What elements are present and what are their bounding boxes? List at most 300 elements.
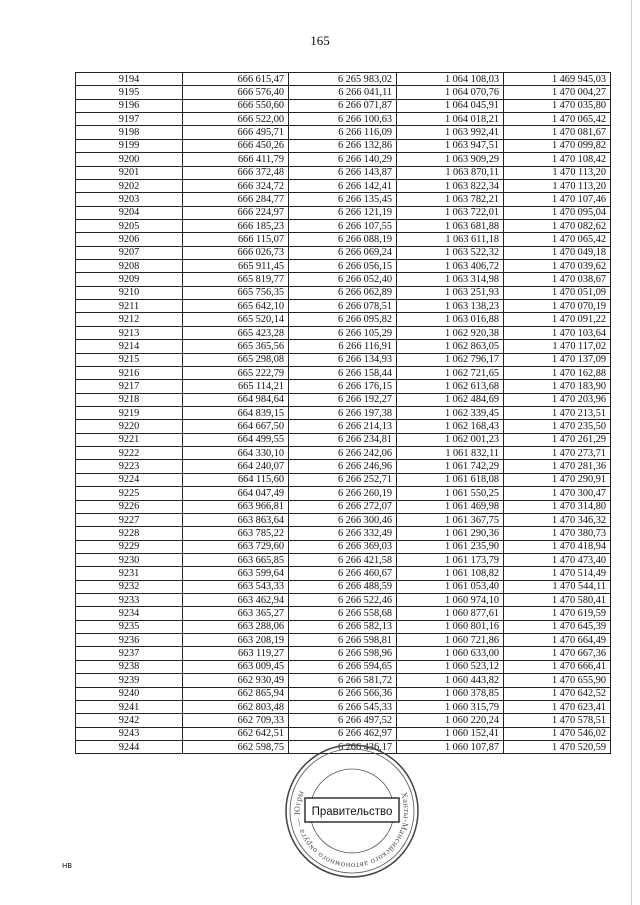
point-number-cell: 9228 — [76, 527, 183, 540]
coordinate-cell: 1 063 314,98 — [397, 273, 504, 286]
point-number-cell: 9210 — [76, 286, 183, 299]
table-row — [76, 380, 611, 393]
coordinate-cell: 6 266 132,86 — [289, 139, 397, 152]
coordinate-cell: 1 470 162,88 — [504, 366, 611, 379]
table-row — [76, 620, 611, 633]
coordinate-cell: 1 063 870,11 — [397, 166, 504, 179]
coordinate-cell: 1 470 213,51 — [504, 406, 611, 419]
coordinate-cell: 1 470 290,91 — [504, 473, 611, 486]
coordinate-cell: 665 819,77 — [183, 273, 289, 286]
table-row — [76, 473, 611, 486]
stamp-seal-icon — [283, 742, 421, 880]
coordinate-cell: 665 642,10 — [183, 300, 289, 313]
point-number-cell: 9238 — [76, 660, 183, 673]
table-row — [76, 219, 611, 232]
point-number-cell: 9224 — [76, 473, 183, 486]
coordinate-cell: 6 266 252,71 — [289, 473, 397, 486]
coordinate-cell: 6 266 121,19 — [289, 206, 397, 219]
point-number-cell: 9198 — [76, 126, 183, 139]
coordinate-cell: 1 470 113,20 — [504, 166, 611, 179]
coordinate-cell: 664 330,10 — [183, 447, 289, 460]
coordinate-cell: 1 470 281,36 — [504, 460, 611, 473]
coordinate-cell: 1 470 418,94 — [504, 540, 611, 553]
point-number-cell: 9196 — [76, 99, 183, 112]
table-row — [76, 607, 611, 620]
coordinate-cell: 663 543,33 — [183, 580, 289, 593]
page-number: 165 — [310, 33, 330, 48]
coordinate-cell: 1 062 721,65 — [397, 366, 504, 379]
coordinate-cell: 666 495,71 — [183, 126, 289, 139]
point-number-cell: 9223 — [76, 460, 183, 473]
table-row — [76, 433, 611, 446]
coordinate-cell: 1 063 782,21 — [397, 193, 504, 206]
coordinate-cell: 6 266 558,68 — [289, 607, 397, 620]
coordinate-cell: 1 061 550,25 — [397, 487, 504, 500]
coordinate-cell: 663 863,64 — [183, 513, 289, 526]
point-number-cell: 9213 — [76, 326, 183, 339]
point-number-cell: 9215 — [76, 353, 183, 366]
coordinate-cell: 6 266 197,38 — [289, 406, 397, 419]
table-row — [76, 487, 611, 500]
table-row — [76, 326, 611, 339]
point-number-cell: 9195 — [76, 86, 183, 99]
coordinate-cell: 1 470 107,46 — [504, 193, 611, 206]
coordinate-cell: 1 063 611,18 — [397, 233, 504, 246]
point-number-cell: 9211 — [76, 300, 183, 313]
coordinate-cell: 6 266 056,15 — [289, 260, 397, 273]
point-number-cell: 9226 — [76, 500, 183, 513]
coordinate-cell: 1 064 108,03 — [397, 73, 504, 86]
point-number-cell: 9206 — [76, 233, 183, 246]
coordinate-cell: 664 047,49 — [183, 487, 289, 500]
table-row — [76, 580, 611, 593]
point-number-cell: 9221 — [76, 433, 183, 446]
coordinate-cell: 1 470 578,51 — [504, 714, 611, 727]
table-row — [76, 660, 611, 673]
coordinate-cell: 1 470 203,96 — [504, 393, 611, 406]
coordinates-table-body — [76, 73, 611, 754]
coordinate-cell: 1 470 546,02 — [504, 727, 611, 740]
coordinate-cell: 1 060 801,16 — [397, 620, 504, 633]
point-number-cell: 9227 — [76, 513, 183, 526]
table-row — [76, 674, 611, 687]
coordinate-cell: 665 365,56 — [183, 340, 289, 353]
table-row — [76, 300, 611, 313]
table-row — [76, 73, 611, 86]
coordinate-cell: 1 060 152,41 — [397, 727, 504, 740]
coordinate-cell: 1 470 300,47 — [504, 487, 611, 500]
coordinate-cell: 1 063 822,34 — [397, 179, 504, 192]
coordinate-cell: 6 266 107,55 — [289, 219, 397, 232]
point-number-cell: 9241 — [76, 700, 183, 713]
footer-mark: НВ — [62, 862, 73, 870]
coordinate-cell: 6 266 462,97 — [289, 727, 397, 740]
coordinate-cell: 1 470 623,41 — [504, 700, 611, 713]
coordinate-cell: 6 266 095,82 — [289, 313, 397, 326]
coordinate-cell: 1 470 038,67 — [504, 273, 611, 286]
coordinate-cell: 6 266 581,72 — [289, 674, 397, 687]
table-row — [76, 139, 611, 152]
coordinate-cell: 663 365,27 — [183, 607, 289, 620]
point-number-cell: 9200 — [76, 153, 183, 166]
coordinate-cell: 6 266 545,33 — [289, 700, 397, 713]
table-row — [76, 273, 611, 286]
point-number-cell: 9232 — [76, 580, 183, 593]
coordinate-cell: 6 266 071,87 — [289, 99, 397, 112]
table-row — [76, 193, 611, 206]
coordinate-cell: 666 522,00 — [183, 113, 289, 126]
coordinate-cell: 6 266 488,59 — [289, 580, 397, 593]
coordinate-cell: 6 266 078,51 — [289, 300, 397, 313]
coordinate-cell: 662 598,75 — [183, 740, 289, 753]
coordinate-cell: 1 470 091,22 — [504, 313, 611, 326]
coordinate-cell: 6 266 369,03 — [289, 540, 397, 553]
coordinates-table — [75, 72, 611, 754]
point-number-cell: 9207 — [76, 246, 183, 259]
coordinate-cell: 663 009,45 — [183, 660, 289, 673]
point-number-cell: 9236 — [76, 634, 183, 647]
coordinate-cell: 1 063 909,29 — [397, 153, 504, 166]
coordinate-cell: 6 266 088,19 — [289, 233, 397, 246]
coordinate-cell: 664 240,07 — [183, 460, 289, 473]
point-number-cell: 9209 — [76, 273, 183, 286]
coordinate-cell: 1 470 520,59 — [504, 740, 611, 753]
point-number-cell: 9220 — [76, 420, 183, 433]
table-row — [76, 366, 611, 379]
table-row — [76, 647, 611, 660]
coordinate-cell: 6 266 143,87 — [289, 166, 397, 179]
point-number-cell: 9194 — [76, 73, 183, 86]
coordinate-cell: 1 061 290,36 — [397, 527, 504, 540]
table-row — [76, 393, 611, 406]
coordinate-cell: 1 470 655,90 — [504, 674, 611, 687]
point-number-cell: 9212 — [76, 313, 183, 326]
table-row — [76, 527, 611, 540]
coordinate-cell: 1 060 220,24 — [397, 714, 504, 727]
coordinate-cell: 1 060 315,79 — [397, 700, 504, 713]
coordinate-cell: 6 266 116,09 — [289, 126, 397, 139]
point-number-cell: 9222 — [76, 447, 183, 460]
coordinate-cell: 6 266 134,93 — [289, 353, 397, 366]
table-row — [76, 714, 611, 727]
coordinate-cell: 1 063 522,32 — [397, 246, 504, 259]
coordinate-cell: 1 064 018,21 — [397, 113, 504, 126]
coordinate-cell: 6 266 158,44 — [289, 366, 397, 379]
table-row — [76, 353, 611, 366]
coordinate-cell: 1 470 235,50 — [504, 420, 611, 433]
table-row — [76, 513, 611, 526]
coordinate-cell: 663 208,19 — [183, 634, 289, 647]
point-number-cell: 9237 — [76, 647, 183, 660]
coordinate-cell: 6 266 105,29 — [289, 326, 397, 339]
table-row — [76, 113, 611, 126]
point-number-cell: 9219 — [76, 406, 183, 419]
coordinate-cell: 6 266 582,13 — [289, 620, 397, 633]
coordinate-cell: 666 411,79 — [183, 153, 289, 166]
point-number-cell: 9244 — [76, 740, 183, 753]
coordinate-cell: 1 060 378,85 — [397, 687, 504, 700]
coordinate-cell: 6 266 566,36 — [289, 687, 397, 700]
table-row — [76, 99, 611, 112]
coordinate-cell: 1 060 523,12 — [397, 660, 504, 673]
coordinate-cell: 666 115,07 — [183, 233, 289, 246]
table-row — [76, 700, 611, 713]
table-row — [76, 206, 611, 219]
coordinate-cell: 666 550,60 — [183, 99, 289, 112]
coordinate-cell: 1 060 107,87 — [397, 740, 504, 753]
coordinate-cell: 6 266 242,06 — [289, 447, 397, 460]
coordinate-cell: 1 061 173,79 — [397, 553, 504, 566]
coordinate-cell: 1 470 666,41 — [504, 660, 611, 673]
coordinate-cell: 6 266 176,15 — [289, 380, 397, 393]
coordinate-cell: 1 062 168,43 — [397, 420, 504, 433]
coordinate-cell: 1 061 469,98 — [397, 500, 504, 513]
coordinate-cell: 1 062 920,38 — [397, 326, 504, 339]
point-number-cell: 9242 — [76, 714, 183, 727]
coordinate-cell: 1 470 514,49 — [504, 567, 611, 580]
coordinate-cell: 6 266 234,81 — [289, 433, 397, 446]
point-number-cell: 9208 — [76, 260, 183, 273]
table-row — [76, 420, 611, 433]
coordinate-cell: 1 061 108,82 — [397, 567, 504, 580]
coordinate-cell: 1 064 045,91 — [397, 99, 504, 112]
point-number-cell: 9240 — [76, 687, 183, 700]
coordinate-cell: 6 266 272,07 — [289, 500, 397, 513]
point-number-cell: 9233 — [76, 594, 183, 607]
coordinate-cell: 665 423,28 — [183, 326, 289, 339]
table-row — [76, 260, 611, 273]
coordinate-cell: 1 470 137,09 — [504, 353, 611, 366]
coordinate-cell: 6 266 142,41 — [289, 179, 397, 192]
coordinate-cell: 664 499,55 — [183, 433, 289, 446]
coordinate-cell: 1 063 722,01 — [397, 206, 504, 219]
table-row — [76, 153, 611, 166]
coordinate-cell: 6 266 116,91 — [289, 340, 397, 353]
table-row — [76, 86, 611, 99]
point-number-cell: 9205 — [76, 219, 183, 232]
coordinate-cell: 1 470 039,62 — [504, 260, 611, 273]
table-row — [76, 567, 611, 580]
coordinate-cell: 6 266 522,46 — [289, 594, 397, 607]
coordinate-cell: 663 599,64 — [183, 567, 289, 580]
coordinate-cell: 1 470 070,19 — [504, 300, 611, 313]
coordinate-cell: 1 470 004,27 — [504, 86, 611, 99]
coordinate-cell: 1 470 065,42 — [504, 233, 611, 246]
point-number-cell: 9217 — [76, 380, 183, 393]
point-number-cell: 9230 — [76, 553, 183, 566]
coordinate-cell: 1 470 314,80 — [504, 500, 611, 513]
coordinate-cell: 1 470 273,71 — [504, 447, 611, 460]
point-number-cell: 9203 — [76, 193, 183, 206]
coordinate-cell: 1 470 103,64 — [504, 326, 611, 339]
table-row — [76, 233, 611, 246]
point-number-cell: 9235 — [76, 620, 183, 633]
coordinate-cell: 1 470 183,90 — [504, 380, 611, 393]
coordinate-cell: 6 266 214,13 — [289, 420, 397, 433]
coordinate-cell: 1 060 974,10 — [397, 594, 504, 607]
coordinate-cell: 1 470 667,36 — [504, 647, 611, 660]
table-row — [76, 727, 611, 740]
coordinate-cell: 1 470 051,09 — [504, 286, 611, 299]
coordinate-cell: 1 470 346,32 — [504, 513, 611, 526]
coordinate-cell: 1 061 367,75 — [397, 513, 504, 526]
coordinate-cell: 1 061 618,08 — [397, 473, 504, 486]
coordinate-cell: 666 372,48 — [183, 166, 289, 179]
coordinate-cell: 662 709,33 — [183, 714, 289, 727]
coordinate-cell: 6 266 460,67 — [289, 567, 397, 580]
point-number-cell: 9199 — [76, 139, 183, 152]
coordinate-cell: 665 222,79 — [183, 366, 289, 379]
coordinate-cell: 1 470 580,41 — [504, 594, 611, 607]
coordinate-cell: 6 266 100,63 — [289, 113, 397, 126]
table-row — [76, 447, 611, 460]
coordinate-cell: 1 063 992,41 — [397, 126, 504, 139]
coordinate-cell: 666 576,40 — [183, 86, 289, 99]
coordinate-cell: 666 185,23 — [183, 219, 289, 232]
coordinate-cell: 1 470 113,20 — [504, 179, 611, 192]
table-row — [76, 340, 611, 353]
coordinate-cell: 663 785,22 — [183, 527, 289, 540]
point-number-cell: 9202 — [76, 179, 183, 192]
official-stamp — [283, 742, 421, 880]
coordinate-cell: 1 062 863,05 — [397, 340, 504, 353]
table-row — [76, 500, 611, 513]
coordinate-cell: 1 470 664,49 — [504, 634, 611, 647]
point-number-cell: 9216 — [76, 366, 183, 379]
coordinate-cell: 665 756,35 — [183, 286, 289, 299]
point-number-cell: 9229 — [76, 540, 183, 553]
coordinate-cell: 1 062 001,23 — [397, 433, 504, 446]
coordinate-cell: 1 064 070,76 — [397, 86, 504, 99]
point-number-cell: 9214 — [76, 340, 183, 353]
coordinate-cell: 1 470 081,67 — [504, 126, 611, 139]
coordinate-cell: 6 265 983,02 — [289, 73, 397, 86]
coordinate-cell: 1 060 443,82 — [397, 674, 504, 687]
table-row — [76, 553, 611, 566]
coordinate-cell: 1 061 742,29 — [397, 460, 504, 473]
coordinate-cell: 1 063 681,88 — [397, 219, 504, 232]
point-number-cell: 9239 — [76, 674, 183, 687]
point-number-cell: 9204 — [76, 206, 183, 219]
table-row — [76, 166, 611, 179]
coordinate-cell: 663 966,81 — [183, 500, 289, 513]
coordinate-cell: 6 266 246,96 — [289, 460, 397, 473]
table-row — [76, 460, 611, 473]
coordinate-cell: 1 470 095,04 — [504, 206, 611, 219]
point-number-cell: 9243 — [76, 727, 183, 740]
coordinate-cell: 1 469 945,03 — [504, 73, 611, 86]
coordinate-cell: 1 470 261,29 — [504, 433, 611, 446]
coordinate-cell: 6 266 598,96 — [289, 647, 397, 660]
coordinate-cell: 665 520,14 — [183, 313, 289, 326]
coordinate-cell: 1 061 832,11 — [397, 447, 504, 460]
coordinate-cell: 666 324,72 — [183, 179, 289, 192]
table-row — [76, 594, 611, 607]
coordinate-cell: 6 266 260,19 — [289, 487, 397, 500]
coordinate-cell: 1 470 049,18 — [504, 246, 611, 259]
coordinate-cell: 1 470 473,40 — [504, 553, 611, 566]
coordinate-cell: 665 298,08 — [183, 353, 289, 366]
coordinate-cell: 666 450,26 — [183, 139, 289, 152]
coordinate-cell: 6 266 062,89 — [289, 286, 397, 299]
coordinate-cell: 6 266 052,40 — [289, 273, 397, 286]
coordinate-cell: 1 060 877,61 — [397, 607, 504, 620]
coordinate-cell: 1 061 235,90 — [397, 540, 504, 553]
coordinate-cell: 1 470 619,59 — [504, 607, 611, 620]
stamp-center-text: Правительство — [311, 806, 393, 818]
coordinate-cell: 6 266 135,45 — [289, 193, 397, 206]
coordinate-cell: 662 865,94 — [183, 687, 289, 700]
coordinate-cell: 663 462,94 — [183, 594, 289, 607]
coordinate-cell: 663 665,85 — [183, 553, 289, 566]
coordinate-cell: 1 470 544,11 — [504, 580, 611, 593]
coordinate-cell: 663 729,60 — [183, 540, 289, 553]
point-number-cell: 9201 — [76, 166, 183, 179]
point-number-cell: 9218 — [76, 393, 183, 406]
coordinate-cell: 6 266 421,58 — [289, 553, 397, 566]
coordinate-cell: 663 119,27 — [183, 647, 289, 660]
table-row — [76, 179, 611, 192]
coordinate-cell: 1 470 065,42 — [504, 113, 611, 126]
coordinate-cell: 1 063 138,23 — [397, 300, 504, 313]
coordinate-cell: 666 026,73 — [183, 246, 289, 259]
coordinate-cell: 6 266 192,27 — [289, 393, 397, 406]
coordinate-cell: 1 061 053,40 — [397, 580, 504, 593]
coordinate-cell: 1 063 406,72 — [397, 260, 504, 273]
coordinate-cell: 6 266 069,24 — [289, 246, 397, 259]
coordinate-cell: 1 062 484,69 — [397, 393, 504, 406]
coordinate-cell: 1 470 645,39 — [504, 620, 611, 633]
table-row — [76, 286, 611, 299]
coordinate-cell: 665 114,21 — [183, 380, 289, 393]
coordinate-cell: 664 667,50 — [183, 420, 289, 433]
point-number-cell: 9231 — [76, 567, 183, 580]
coordinate-cell: 664 984,64 — [183, 393, 289, 406]
coordinate-cell: 1 062 613,68 — [397, 380, 504, 393]
coordinate-cell: 6 266 598,81 — [289, 634, 397, 647]
coordinate-cell: 666 224,97 — [183, 206, 289, 219]
coordinate-cell: 1 063 251,93 — [397, 286, 504, 299]
coordinate-cell: 6 266 436,17 — [289, 740, 397, 753]
coordinate-cell: 1 060 721,86 — [397, 634, 504, 647]
coordinate-cell: 1 063 947,51 — [397, 139, 504, 152]
coordinate-cell: 1 060 633,00 — [397, 647, 504, 660]
coordinate-cell: 6 266 140,29 — [289, 153, 397, 166]
coordinate-cell: 663 288,06 — [183, 620, 289, 633]
table-row — [76, 246, 611, 259]
page-edge-line — [631, 0, 632, 905]
coordinate-cell: 6 266 300,46 — [289, 513, 397, 526]
coordinate-cell: 1 470 117,02 — [504, 340, 611, 353]
coordinate-cell: 662 803,48 — [183, 700, 289, 713]
point-number-cell: 9225 — [76, 487, 183, 500]
table-row — [76, 126, 611, 139]
coordinate-cell: 666 615,47 — [183, 73, 289, 86]
table-row — [76, 634, 611, 647]
coordinate-cell: 665 911,45 — [183, 260, 289, 273]
coordinate-cell: 664 115,60 — [183, 473, 289, 486]
coordinate-cell: 1 062 339,45 — [397, 406, 504, 419]
coordinate-cell: 1 470 108,42 — [504, 153, 611, 166]
coordinate-cell: 6 266 497,52 — [289, 714, 397, 727]
coordinate-cell: 1 063 016,88 — [397, 313, 504, 326]
coordinate-cell: 6 266 332,49 — [289, 527, 397, 540]
coordinate-cell: 664 839,15 — [183, 406, 289, 419]
coordinate-cell: 1 470 380,73 — [504, 527, 611, 540]
stamp-ring-text: Ханты-Мансийского автономного округа — Югры — [291, 788, 413, 872]
coordinate-cell: 662 642,51 — [183, 727, 289, 740]
table-row — [76, 540, 611, 553]
